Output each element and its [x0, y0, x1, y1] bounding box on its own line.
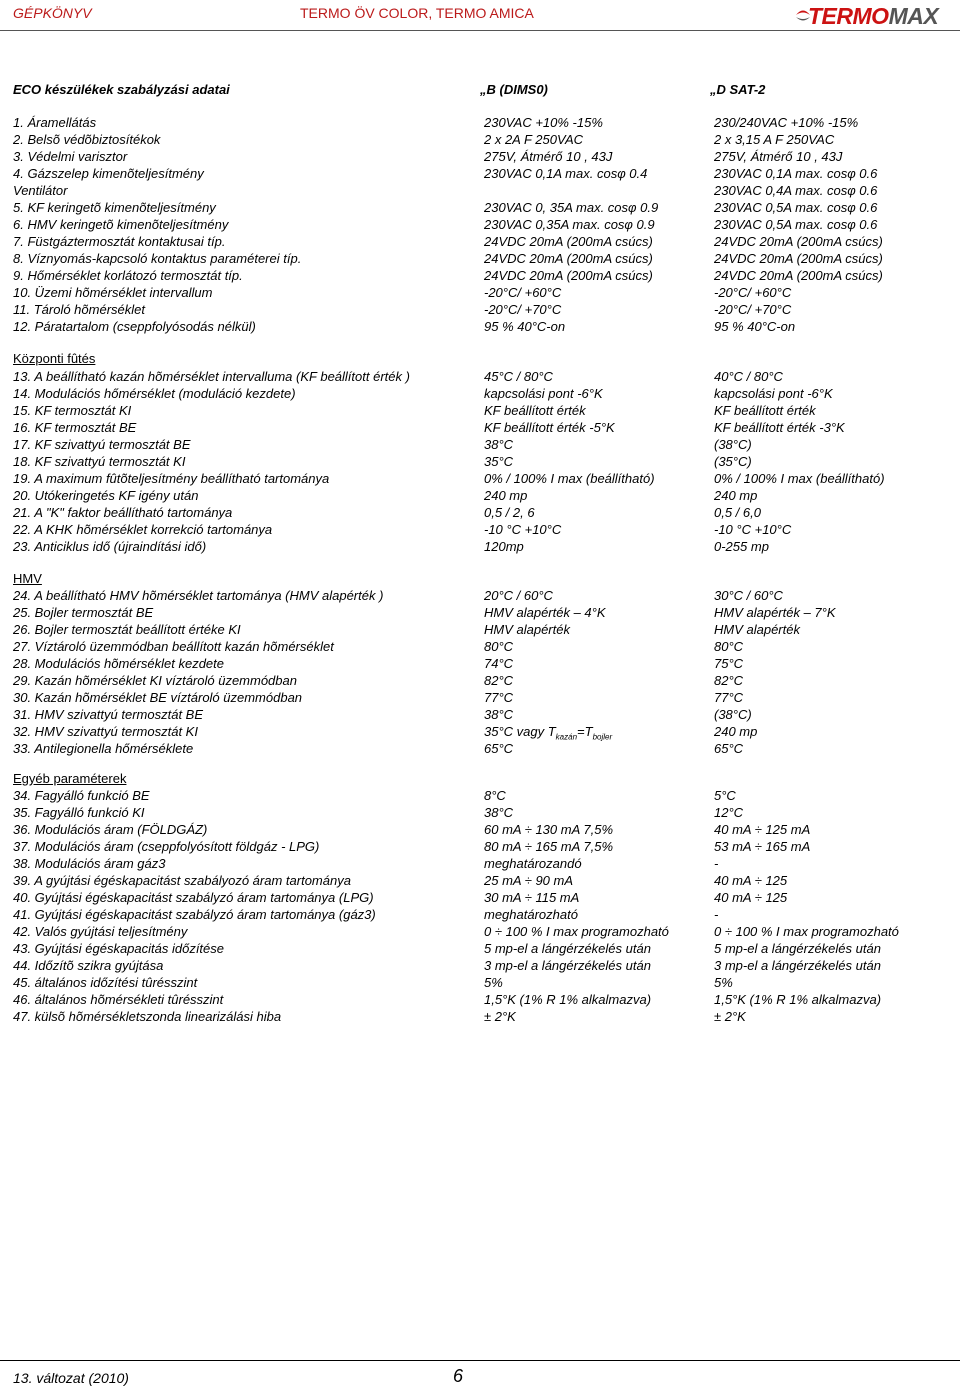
value-b: 80 mA ÷ 165 mA 7,5% — [484, 839, 614, 854]
parameter-name: 35. Fagyálló funkció KI — [13, 805, 145, 820]
value-d: 24VDC 20mA (200mA csúcs) — [714, 268, 883, 283]
table-row — [0, 268, 960, 285]
value-d: 230VAC 0,5A max. cosφ 0.6 — [714, 200, 878, 215]
value-b: meghatározható — [484, 907, 578, 922]
parameter-name: 47. külsõ hõmérsékletszonda linearizálási hiba — [13, 1009, 282, 1024]
value-d: 24VDC 20mA (200mA csúcs) — [714, 251, 883, 266]
parameter-name: 7. Füstgáztermosztát kontaktusai típ. — [13, 234, 226, 249]
header-product-title: TERMO ÖV COLOR, TERMO AMICA — [300, 5, 534, 21]
value-d: 95 % 40°C-on — [714, 319, 796, 334]
value-b: 1,5°K (1% R 1% alkalmazva) — [484, 992, 652, 1007]
parameter-name: 5. KF keringetõ kimenõteljesítmény — [13, 200, 216, 215]
value-b: 230VAC 0, 35A max. cosφ 0.9 — [484, 200, 659, 215]
parameter-name: 19. A maximum fûtõteljesítmény beállítható tartománya — [13, 471, 330, 486]
value-d: 77°C — [714, 690, 744, 705]
value-d: 3 mp-el a lángérzékelés után — [714, 958, 881, 973]
table-row — [0, 856, 960, 873]
value-d: 5°C — [714, 788, 736, 803]
value-d: 75°C — [714, 656, 744, 671]
table-row — [0, 958, 960, 975]
value-d: 0% / 100% I max (beállítható) — [714, 471, 885, 486]
logo-text: TERMOMAX — [808, 3, 939, 29]
table-row — [0, 115, 960, 132]
value-d: (35°C) — [714, 454, 752, 469]
value-b: 5% — [484, 975, 503, 990]
value-b: 60 mA ÷ 130 mA 7,5% — [484, 822, 614, 837]
value-b: 3 mp-el a lángérzékelés után — [484, 958, 651, 973]
parameter-name: 28. Modulációs hõmérséklet kezdete — [13, 656, 225, 671]
table-row — [0, 707, 960, 724]
table-row — [0, 302, 960, 319]
parameter-name: 9. Hőmérséklet korlátozó termosztát típ. — [13, 268, 243, 283]
table-row — [0, 890, 960, 907]
value-b: 38°C — [484, 707, 514, 722]
footer-version: 13. változat (2010) — [13, 1370, 129, 1386]
value-d: 24VDC 20mA (200mA csúcs) — [714, 234, 883, 249]
value-d: 40°C / 80°C — [714, 369, 783, 384]
parameter-name: 23. Anticiklus idő (újraindítási idő) — [13, 539, 207, 554]
value-b: 77°C — [484, 690, 514, 705]
value-b: 120mp — [484, 539, 524, 554]
parameter-name: 20. Utókeringetés KF igény után — [13, 488, 199, 503]
parameter-name: 10. Üzemi hõmérséklet intervallum — [13, 285, 213, 300]
parameter-name: 1. Áramellátás — [13, 115, 97, 130]
table-row — [0, 539, 960, 556]
value-b: 5 mp-el a lángérzékelés után — [484, 941, 651, 956]
value-d: 240 mp — [714, 724, 758, 739]
header-manual-title: GÉPKÖNYV — [13, 5, 92, 21]
value-d: 0 ÷ 100 % I max programozható — [714, 924, 899, 939]
parameter-name: 27. Víztároló üzemmódban beállított kazán hõmérséklet — [13, 639, 334, 654]
table-row — [0, 234, 960, 251]
value-b: -20°C/ +70°C — [484, 302, 562, 317]
value-d: 230VAC 0,5A max. cosφ 0.6 — [714, 217, 878, 232]
column-header-d: „D SAT-2 — [710, 82, 766, 97]
parameter-name: 34. Fagyálló funkció BE — [13, 788, 150, 803]
value-b: HMV alapérték – 4°K — [484, 605, 606, 620]
value-b: kapcsolási pont -6°K — [484, 386, 603, 401]
parameter-name: 13. A beállítható kazán hõmérséklet intervalluma (KF beállított érték ) — [13, 369, 410, 384]
parameter-name: 15. KF termosztát KI — [13, 403, 132, 418]
parameter-name: 17. KF szivattyú termosztát BE — [13, 437, 191, 452]
parameter-name: 6. HMV keringetõ kimenõteljesítmény — [13, 217, 229, 232]
table-row — [0, 724, 960, 741]
parameter-name: 41. Gyújtási égéskapacitást szabályzó áram tartománya (gáz3) — [13, 907, 376, 922]
value-b: 65°C — [484, 741, 514, 756]
table-row — [0, 941, 960, 958]
header-rule — [0, 30, 960, 31]
value-d: (38°C) — [714, 437, 752, 452]
parameter-name: 3. Védelmi varisztor — [13, 149, 128, 164]
parameter-name: 16. KF termosztát BE — [13, 420, 137, 435]
table-row — [0, 200, 960, 217]
table-row — [0, 975, 960, 992]
parameter-name: 46. általános hõmérsékleti tûrésszint — [13, 992, 224, 1007]
value-d: 5% — [714, 975, 733, 990]
table-row — [0, 639, 960, 656]
parameter-name: 2. Belsõ védõbiztosítékok — [13, 132, 161, 147]
value-b: 95 % 40°C-on — [484, 319, 566, 334]
footer-rule — [0, 1360, 960, 1361]
value-b: -10 °C +10°C — [484, 522, 562, 537]
value-b: 82°C — [484, 673, 514, 688]
parameter-name: 18. KF szivattyú termosztát KI — [13, 454, 186, 469]
value-b: 0,5 / 2, 6 — [484, 505, 535, 520]
parameter-name: 45. általános időzítési tûrésszint — [13, 975, 198, 990]
value-d: 230VAC 0,4A max. cosφ 0.6 — [714, 183, 878, 198]
value-b: 24VDC 20mA (200mA csúcs) — [484, 268, 653, 283]
table-row — [0, 369, 960, 386]
value-b: 45°C / 80°C — [484, 369, 553, 384]
value-d: - — [714, 907, 719, 922]
value-b: HMV alapérték — [484, 622, 570, 637]
parameter-name: 44. Időzítõ szikra gyújtása — [13, 958, 164, 973]
table-row — [0, 588, 960, 605]
table-row — [0, 183, 960, 200]
value-d: ± 2°K — [714, 1009, 746, 1024]
value-d: 12°C — [714, 805, 744, 820]
value-d: 0-255 mp — [714, 539, 769, 554]
value-d: 40 mA ÷ 125 mA — [714, 822, 811, 837]
value-b: meghatározandó — [484, 856, 582, 871]
value-b: 20°C / 60°C — [484, 588, 553, 603]
value-d: - — [714, 856, 719, 871]
table-row — [0, 690, 960, 707]
page-number: 6 — [453, 1366, 464, 1386]
section-heading-hmv: HMV — [13, 571, 42, 586]
parameter-name: 12. Páratartalom (cseppfolyósodás nélkül) — [13, 319, 256, 334]
parameter-name: 8. Víznyomás-kapcsoló kontaktus paraméterei típ. — [13, 251, 302, 266]
value-d: 1,5°K (1% R 1% alkalmazva) — [714, 992, 882, 1007]
termomax-logo — [794, 2, 956, 28]
table-row — [0, 132, 960, 149]
table-row — [0, 992, 960, 1009]
value-b: 230VAC 0,1A max. cosφ 0.4 — [484, 166, 648, 181]
column-header-b: „B (DIMS0) — [480, 82, 548, 97]
value-d: 0,5 / 6,0 — [714, 505, 761, 520]
value-d: -20°C/ +60°C — [714, 285, 792, 300]
page-header — [0, 0, 960, 36]
value-d: 230VAC 0,1A max. cosφ 0.6 — [714, 166, 878, 181]
parameter-name: 40. Gyújtási égéskapacitást szabályzó áram tartománya (LPG) — [13, 890, 374, 905]
parameter-name: 42. Valós gyújtási teljesítmény — [13, 924, 188, 939]
value-d: 30°C / 60°C — [714, 588, 783, 603]
value-b: 80°C — [484, 639, 514, 654]
table-row — [0, 873, 960, 890]
parameter-name: Ventilátor — [13, 183, 68, 198]
value-d: HMV alapérték — [714, 622, 800, 637]
table-row — [0, 454, 960, 471]
table-row — [0, 656, 960, 673]
parameter-name: 31. HMV szivattyú termosztát BE — [13, 707, 204, 722]
parameter-name: 37. Modulációs áram (cseppfolyósított földgáz - LPG) — [13, 839, 320, 854]
value-b: 0% / 100% I max (beállítható) — [484, 471, 655, 486]
table-row — [0, 149, 960, 166]
value-d: 2 x 3,15 A F 250VAC — [714, 132, 835, 147]
value-d: 5 mp-el a lángérzékelés után — [714, 941, 881, 956]
value-b: ± 2°K — [484, 1009, 516, 1024]
parameter-name: 14. Modulációs hőmérséklet (moduláció kezdete) — [13, 386, 296, 401]
value-b: 2 x 2A F 250VAC — [484, 132, 584, 147]
value-b: 8°C — [484, 788, 506, 803]
parameter-name: 38. Modulációs áram gáz3 — [13, 856, 166, 871]
parameter-name: 39. A gyújtási égéskapacitást szabályozó áram tartománya — [13, 873, 351, 888]
table-title-row — [0, 82, 960, 100]
parameter-name: 4. Gázszelep kimenõteljesítmény — [13, 166, 204, 181]
value-d: 40 mA ÷ 125 — [714, 873, 788, 888]
table-row — [0, 251, 960, 268]
value-d: 275V, Átmérő 10 , 43J — [714, 149, 843, 164]
parameter-name: 33. Antilegionella hőmérséklete — [13, 741, 194, 756]
table-row — [0, 673, 960, 690]
value-b: 230VAC +10% -15% — [484, 115, 603, 130]
parameter-name: 32. HMV szivattyú termosztát KI — [13, 724, 198, 739]
value-d: KF beállított érték — [714, 403, 816, 418]
value-d: KF beállított érték -3°K — [714, 420, 845, 435]
value-d: HMV alapérték – 7°K — [714, 605, 836, 620]
table-row — [0, 285, 960, 302]
value-d: -10 °C +10°C — [714, 522, 792, 537]
section-heading-kozponti: Központi fûtés — [13, 351, 96, 366]
value-b: 30 mA ÷ 115 mA — [484, 890, 580, 905]
parameter-name: 25. Bojler termosztát BE — [13, 605, 154, 620]
value-b: 38°C — [484, 437, 514, 452]
value-d: 82°C — [714, 673, 744, 688]
value-d: 40 mA ÷ 125 — [714, 890, 788, 905]
table-row — [0, 488, 960, 505]
parameter-name: 11. Tároló hõmérséklet — [13, 302, 145, 317]
table-row — [0, 522, 960, 539]
parameter-name: 26. Bojler termosztát beállított értéke KI — [13, 622, 241, 637]
table-row — [0, 907, 960, 924]
page-footer — [0, 1360, 960, 1389]
value-b: 240 mp — [484, 488, 528, 503]
table-row — [0, 420, 960, 437]
parameter-name: 29. Kazán hõmérséklet KI víztároló üzemmódban — [13, 673, 297, 688]
value-b: 24VDC 20mA (200mA csúcs) — [484, 251, 653, 266]
parameter-name: 36. Modulációs áram (FÖLDGÁZ) — [13, 822, 208, 837]
value-d: -20°C/ +70°C — [714, 302, 792, 317]
table-row — [0, 217, 960, 234]
table-row — [0, 1009, 960, 1026]
table-row — [0, 437, 960, 454]
table-row — [0, 822, 960, 839]
value-b: 24VDC 20mA (200mA csúcs) — [484, 234, 653, 249]
value-d: 240 mp — [714, 488, 758, 503]
table-row — [0, 605, 960, 622]
value-d: 65°C — [714, 741, 744, 756]
value-b: 275V, Átmérő 10 , 43J — [484, 149, 613, 164]
value-b: -20°C/ +60°C — [484, 285, 562, 300]
table-row — [0, 386, 960, 403]
value-b: 35°C — [484, 454, 514, 469]
value-d: 80°C — [714, 639, 744, 654]
value-b: 38°C — [484, 805, 514, 820]
value-b: 35°C vagy $T_{kazán}=T_{bojler}$ — [484, 724, 613, 742]
table-row — [0, 622, 960, 639]
section-heading-egyeb: Egyéb paraméterek — [13, 771, 127, 786]
value-b: 0 ÷ 100 % I max programozható — [484, 924, 669, 939]
table-row — [0, 471, 960, 488]
parameter-name: 43. Gyújtási égéskapacitás időzítése — [13, 941, 225, 956]
value-b: KF beállított érték — [484, 403, 586, 418]
table-row — [0, 741, 960, 758]
parameter-name: 24. A beállítható HMV hõmérséklet tartománya (HMV alapérték ) — [13, 588, 384, 603]
table-title: ECO készülékek szabályzási adatai — [13, 82, 230, 97]
table-row — [0, 839, 960, 856]
table-row — [0, 924, 960, 941]
value-b: 25 mA ÷ 90 mA — [484, 873, 574, 888]
parameter-name: 21. A "K" faktor beállítható tartománya — [13, 505, 233, 520]
table-row — [0, 166, 960, 183]
value-d: 53 mA ÷ 165 mA — [714, 839, 811, 854]
value-d: 230/240VAC +10% -15% — [714, 115, 859, 130]
table-row — [0, 805, 960, 822]
value-d: kapcsolási pont -6°K — [714, 386, 833, 401]
table-row — [0, 788, 960, 805]
table-row — [0, 319, 960, 336]
value-b: 74°C — [484, 656, 514, 671]
value-d: (38°C) — [714, 707, 752, 722]
value-b: 230VAC 0,35A max. cosφ 0.9 — [484, 217, 655, 232]
table-row — [0, 505, 960, 522]
parameter-name: 22. A KHK hõmérséklet korrekció tartománya — [13, 522, 273, 537]
table-row — [0, 403, 960, 420]
parameter-name: 30. Kazán hõmérséklet BE víztároló üzemmódban — [13, 690, 303, 705]
value-b: KF beállított érték -5°K — [484, 420, 615, 435]
